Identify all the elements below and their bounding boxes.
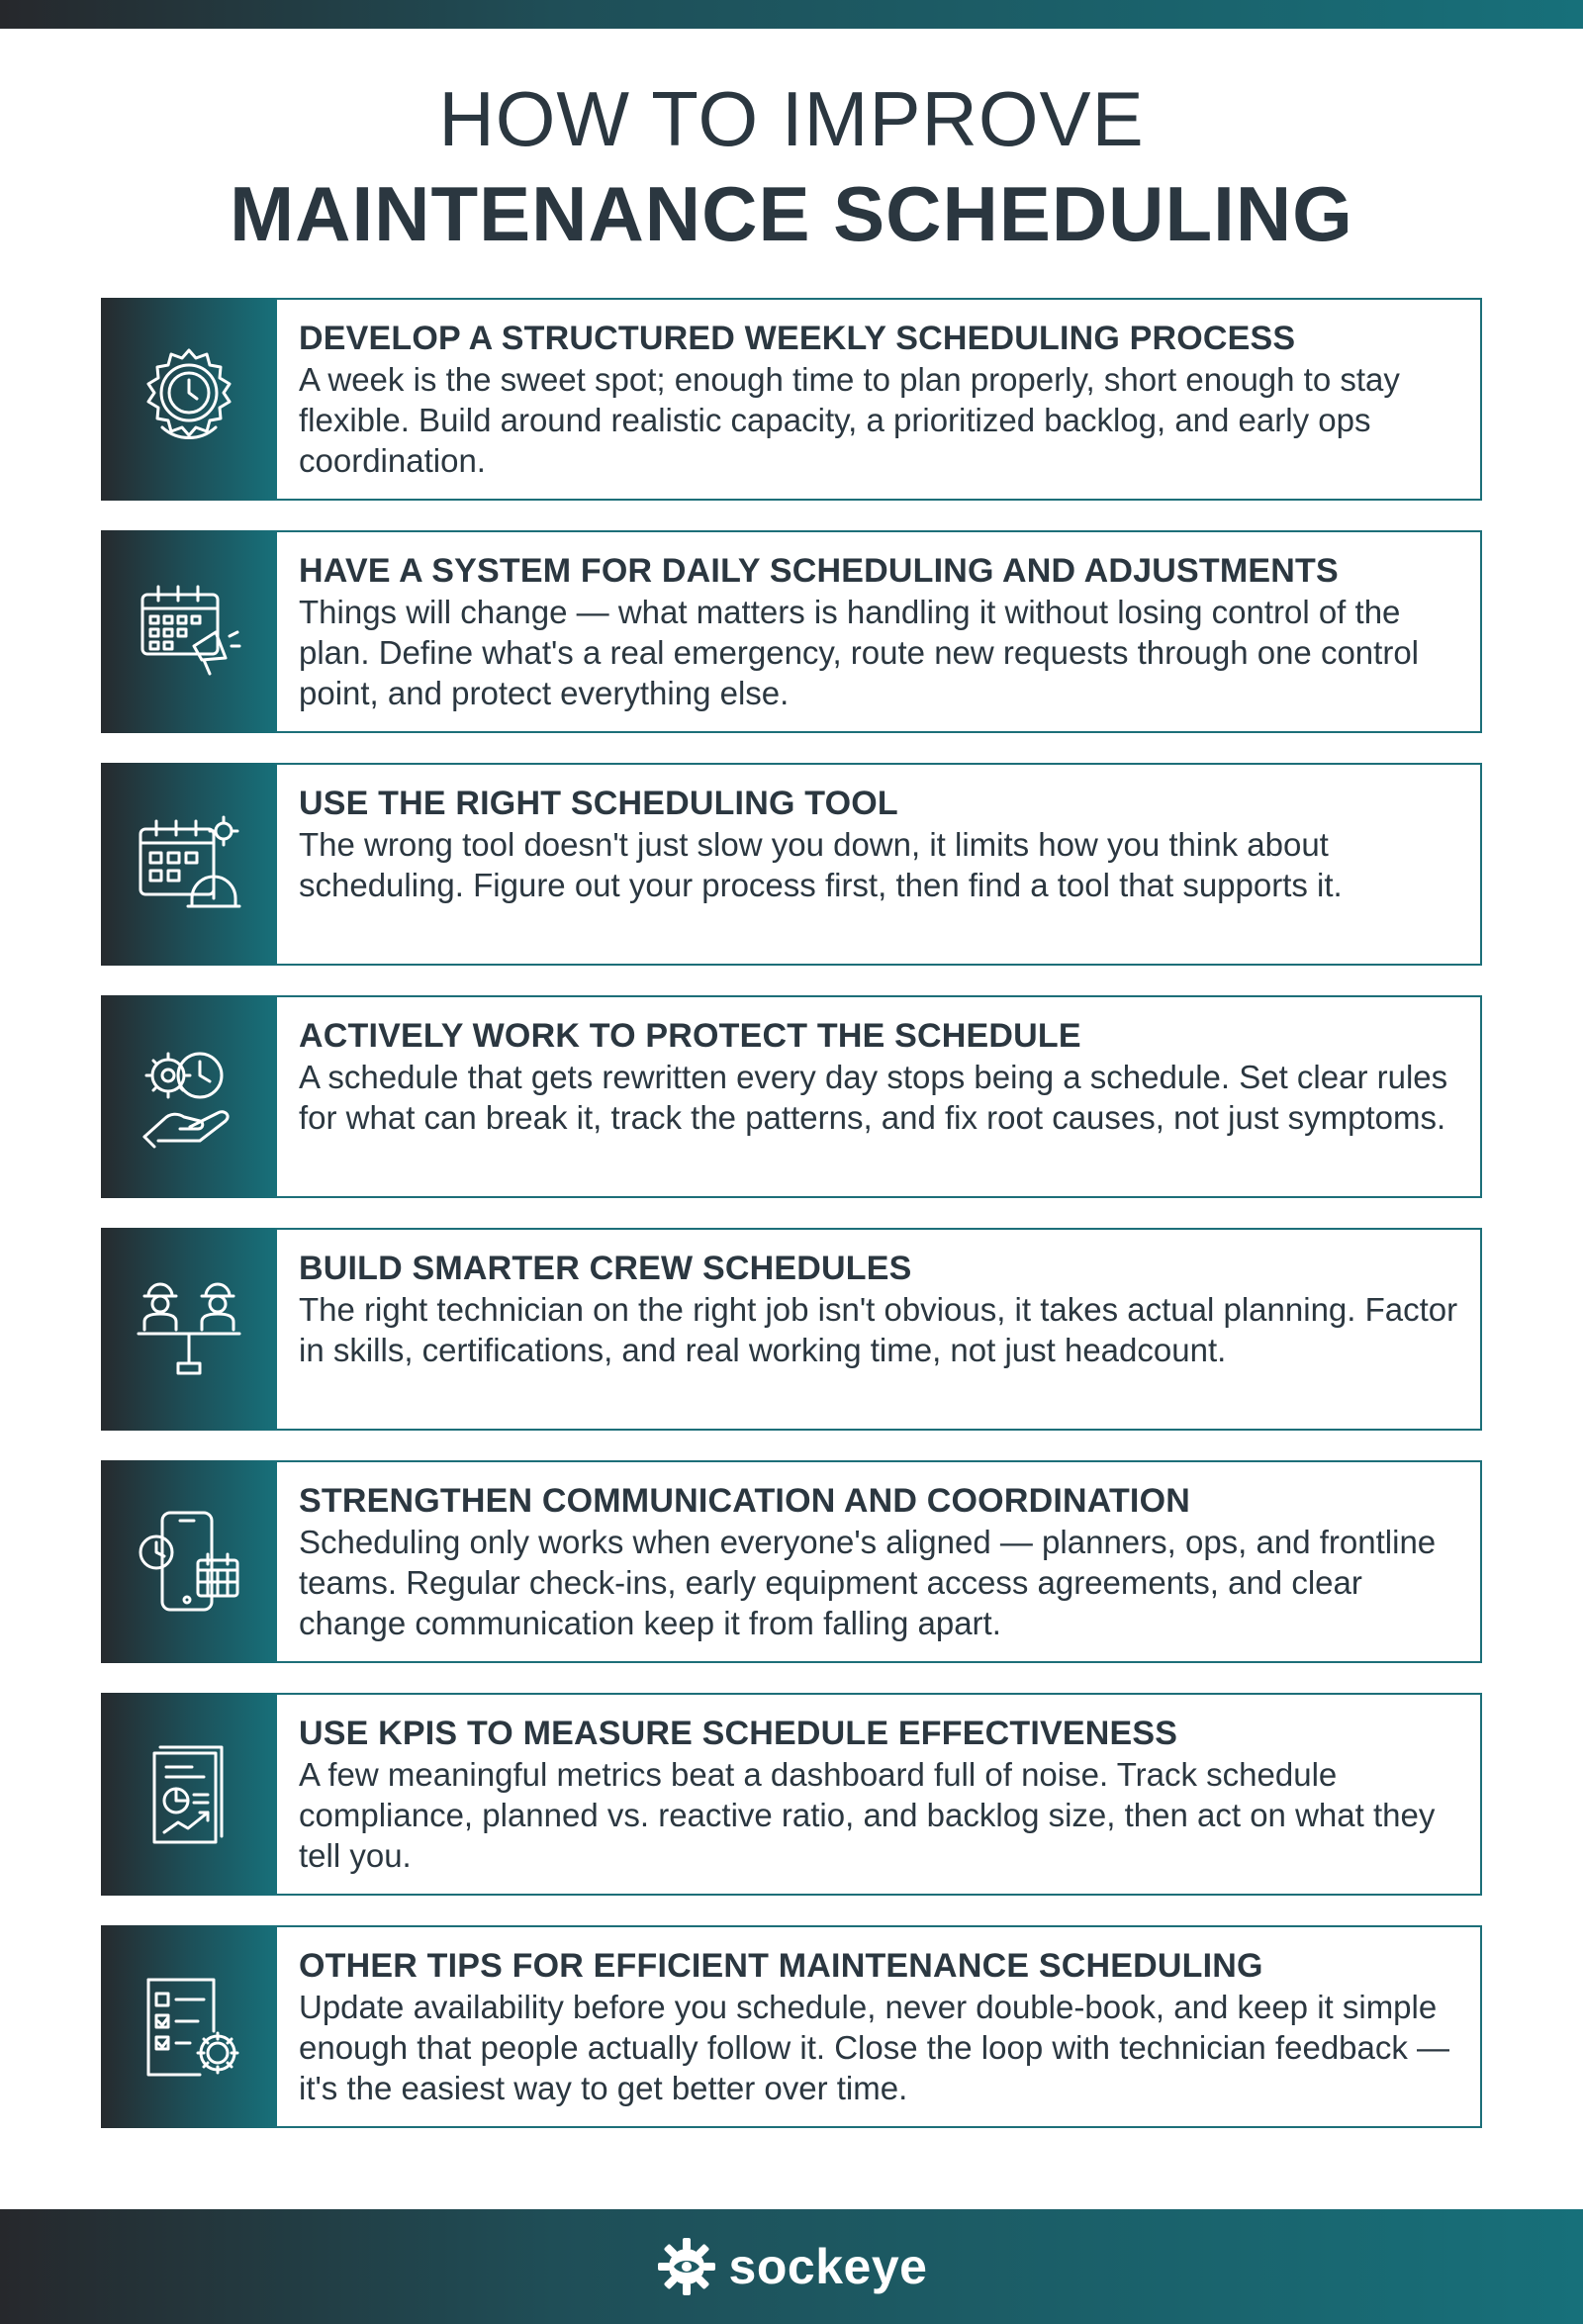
brand-logo <box>0 2209 1583 2324</box>
tip-card <box>101 995 1482 1198</box>
tip-content <box>275 995 1482 1198</box>
tip-heading: DEVELOP A STRUCTURED WEEKLY SCHEDULING PROCESS <box>299 320 1296 357</box>
tip-content <box>275 530 1482 733</box>
tip-card <box>101 1460 1482 1663</box>
gear-clock-icon <box>135 344 243 453</box>
tip-icon-box <box>101 1693 277 1896</box>
tip-heading: HAVE A SYSTEM FOR DAILY SCHEDULING AND ADJUSTMENTS <box>299 552 1339 590</box>
phone-clock-calendar-icon <box>135 1507 243 1616</box>
tip-heading: BUILD SMARTER CREW SCHEDULES <box>299 1250 912 1287</box>
sockeye-gear-icon <box>656 2236 717 2297</box>
checklist-gear-icon <box>135 1972 243 2081</box>
tip-text: A schedule that gets rewritten every day stops being a schedule. Set clear rules for what can break it, track the patterns, and fix root causes, not just symptoms. <box>299 1059 1448 1136</box>
brand-name: sockeye <box>728 2239 928 2294</box>
tip-icon-box <box>101 298 277 501</box>
tip-content <box>275 1460 1482 1663</box>
tip-icon-box <box>101 530 277 733</box>
tip-icon-box <box>101 1460 277 1663</box>
tip-card <box>101 530 1482 733</box>
tip-heading: USE THE RIGHT SCHEDULING TOOL <box>299 785 898 822</box>
tip-card <box>101 1693 1482 1896</box>
tip-icon-box <box>101 995 277 1198</box>
calendar-hardhat-icon <box>135 809 243 918</box>
top-accent-bar <box>0 0 1583 29</box>
tip-heading: USE KPIS TO MEASURE SCHEDULE EFFECTIVENESS <box>299 1715 1178 1752</box>
tip-icon-box <box>101 763 277 966</box>
tip-heading: ACTIVELY WORK TO PROTECT THE SCHEDULE <box>299 1017 1081 1055</box>
crew-balance-icon <box>135 1274 243 1383</box>
tip-content <box>275 1693 1482 1896</box>
calendar-megaphone-icon <box>135 577 243 686</box>
tip-card <box>101 298 1482 501</box>
tip-heading: OTHER TIPS FOR EFFICIENT MAINTENANCE SCHEDULING <box>299 1947 1263 1985</box>
tip-text: Update availability before you schedule, never double-book, and keep it simple enough that people actually follow it. Close the loop with technician feedback — it's the easiest way to get better over time. <box>299 1989 1450 2106</box>
tip-icon-box <box>101 1925 277 2128</box>
tip-text: A week is the sweet spot; enough time to plan properly, short enough to stay flexible. Build around realistic capacity, a prioritized backlog, and early ops coordination. <box>299 361 1400 479</box>
tip-card <box>101 763 1482 966</box>
tip-card <box>101 1228 1482 1431</box>
tip-content <box>275 1228 1482 1431</box>
tip-text: A few meaningful metrics beat a dashboard full of noise. Track schedule compliance, planned vs. reactive ratio, and backlog size, then act on what they tell you. <box>299 1756 1436 1874</box>
tip-text: Things will change — what matters is handling it without losing control of the plan. Define what's a real emergency, route new requests through one control point, and protect everything else. <box>299 594 1420 711</box>
report-chart-icon <box>135 1739 243 1848</box>
tip-card <box>101 1925 1482 2128</box>
tip-heading: STRENGTHEN COMMUNICATION AND COORDINATION <box>299 1482 1190 1520</box>
footer-bar <box>0 2209 1583 2324</box>
tip-content <box>275 298 1482 501</box>
tip-text: Scheduling only works when everyone's aligned — planners, ops, and frontline teams. Regular check-ins, early equipment access agreements, and clear change communication keep it from falling apart. <box>299 1524 1437 1641</box>
tip-content <box>275 763 1482 966</box>
tip-icon-box <box>101 1228 277 1431</box>
tip-text: The wrong tool doesn't just slow you down, it limits how you think about scheduling. Figure out your process first, then find a tool that supports it. <box>299 826 1343 903</box>
tip-content <box>275 1925 1482 2128</box>
hand-clock-gear-icon <box>135 1042 243 1151</box>
title-line-2: MAINTENANCE SCHEDULING <box>230 170 1353 257</box>
page-title <box>0 71 1583 261</box>
title-line-1: HOW TO IMPROVE <box>438 75 1145 162</box>
tip-text: The right technician on the right job isn't obvious, it takes actual planning. Factor in skills, certifications, and real working time, not just headcount. <box>299 1291 1458 1368</box>
